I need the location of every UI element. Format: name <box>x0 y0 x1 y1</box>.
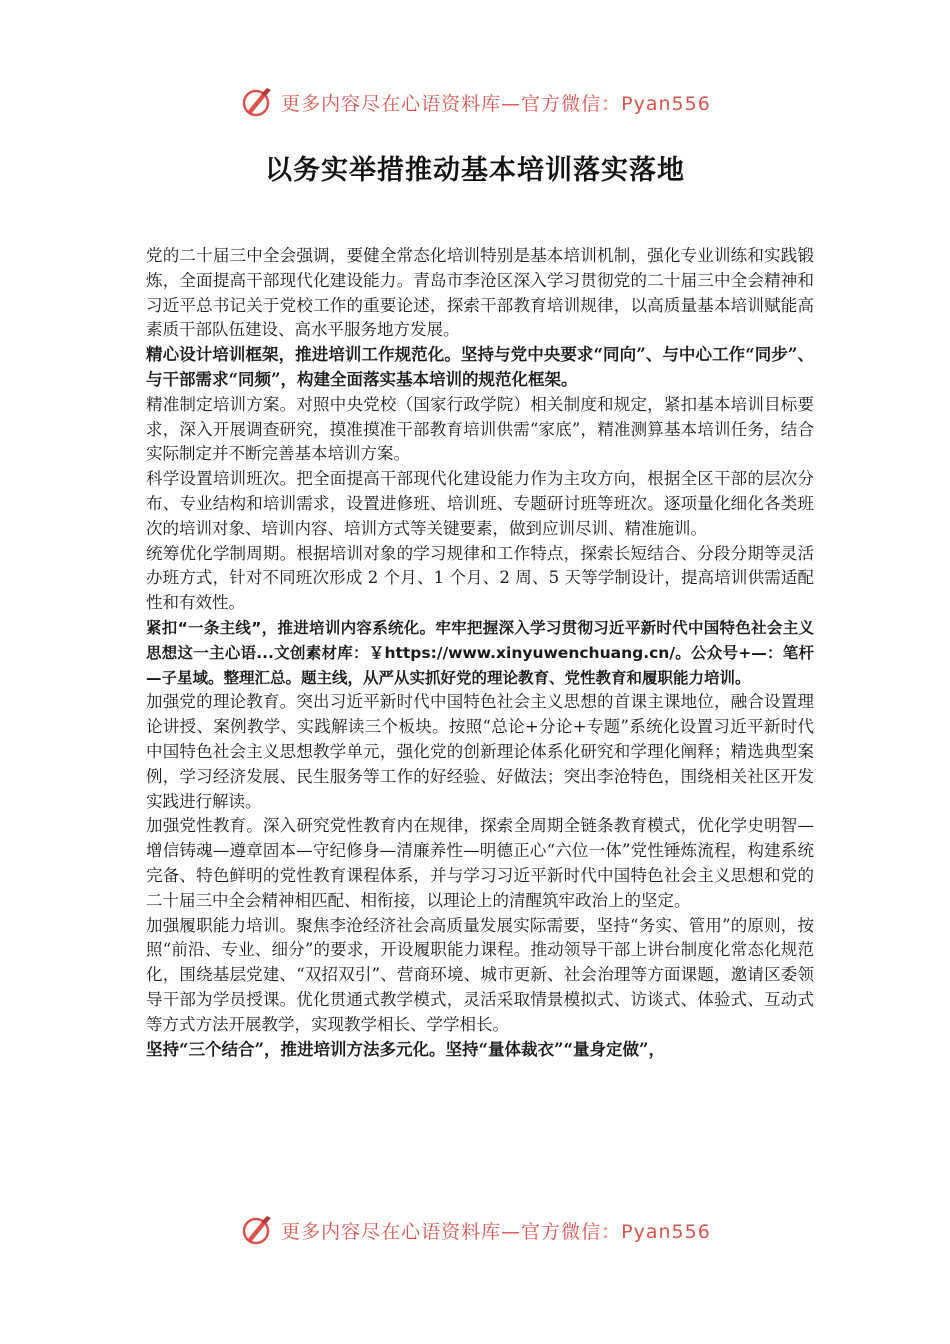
paragraph-schedule: 统筹优化学制周期。根据培训对象的学习规律和工作特点，探索长短结合、分段分期等灵活办班方式，针对不同班次形成 2 个月、1 个月、2 周、5 天等学制设计，提高培训供需适配性和有效性。 <box>146 543 814 613</box>
header-banner <box>0 82 950 122</box>
quill-pen-logo-icon <box>239 84 275 120</box>
paragraph-classes: 科学设置培训班次。把全面提高干部现代化建设能力作为主攻方向，根据全区干部的层次分布、专业结构和培训需求，设置进修班、培训班、专题研讨班等班次。逐项量化细化各类班次的培训对象、培训内容、培训方式等关键要素，做到应训尽训、精准施训。 <box>146 469 814 538</box>
paragraph-theory: 加强党的理论教育。突出习近平新时代中国特色社会主义思想的首课主课地位，融合设置理论讲授、案例教学、实践解读三个板块。按照“总论+分论+专题”系统化设置习近平新时代中国特色社会主义思想教学单元，强化党的创新理论体系化研究和学理化阐释；精选典型案例，学习经济发展、民生服务等工作的好经验、好做法；突出李沧特色，围绕相关社区开发实践进行解读。 <box>146 692 814 811</box>
paragraph-intro: 党的二十届三中全会强调，要健全常态化培训特别是基本培训机制，强化专业训练和实践锻炼，全面提高干部现代化建设能力。青岛市李沧区深入学习贯彻党的二十届三中全会精神和习近平总书记关于党校工作的重要论述，探索干部教育培训规律，以高质量基本培训赋能高素质干部队伍建设、高水平服务地方发展。 <box>146 246 814 340</box>
quill-pen-logo-icon <box>239 1212 275 1248</box>
document-title: 以务实举措推动基本培训落实落地 <box>265 155 685 186</box>
document-body <box>146 244 814 1062</box>
paragraph-party-spirit: 加强党性教育。深入研究党性教育内在规律，探索全周期全链条教育模式，优化学史明智—增信铸魂—遵章固本—守纪修身—清廉养性—明德正心“六位一体”党性锤炼流程，构建系统完备、特色鲜明的党性教育课程体系，并与学习习近平新时代中国特色社会主义思想和党的二十届三中全会精神相匹配、相衔接，以理论上的清醒筑牢政治上的坚定。 <box>146 816 814 910</box>
section-heading-content: 紧扣“一条主线”，推进培训内容系统化。牢牢把握深入学习贯彻习近平新时代中国特色社会主义思想这一主心语...文创素材库：￥https://www.xinyuwenchuang.cn/。公众号+—：笔杆—子星域。整理汇总。题主线，从严从实抓好党的理论教育、党性教育和履职能力培训。 <box>146 618 814 687</box>
section-heading-framework: 精心设计培训框架，推进培训工作规范化。坚持与党中央要求“同向”、与中心工作“同步”、与干部需求“同频”，构建全面落实基本培训的规范化框架。 <box>146 345 814 389</box>
paragraph-capability: 加强履职能力培训。聚焦李沧经济社会高质量发展实际需要，坚持“务实、管用”的原则，按照“前沿、专业、细分”的要求，开设履职能力课程。推动领导干部上讲台制度化常态化规范化，围绕基层党建、“双招双引”、营商环境、城市更新、社会治理等方面课题，邀请区委领导干部为学员授课。优化贯通式教学模式，灵活采取情景模拟式、访谈式、体验式、互动式等方式方法开展教学，实现教学相长、学学相长。 <box>146 915 814 1034</box>
footer-banner <box>0 1210 950 1250</box>
banner-text: 更多内容尽在心语资料库—官方微信：Pyan556 <box>281 92 711 115</box>
banner-text: 更多内容尽在心语资料库—官方微信：Pyan556 <box>281 1220 711 1243</box>
section-heading-methods: 坚持“三个结合”，推进培训方法多元化。坚持“量体裁衣”“量身定做”， <box>146 1039 665 1059</box>
paragraph-plan: 精准制定培训方案。对照中央党校（国家行政学院）相关制度和规定，紧扣基本培训目标要求，深入开展调查研究，摸准摸准干部教育培训供需“家底”，精准测算基本培训任务，结合实际制定并不断完善基本培训方案。 <box>146 394 814 464</box>
